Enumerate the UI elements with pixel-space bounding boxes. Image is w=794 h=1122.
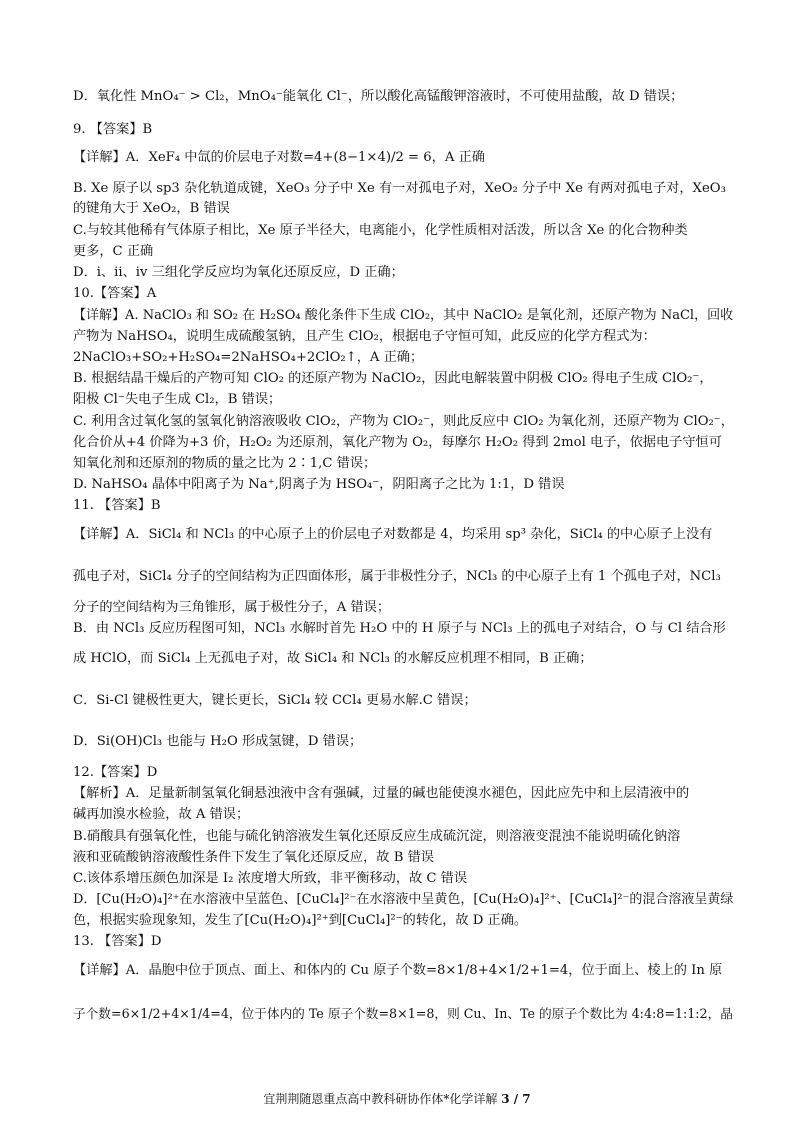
- text-line: 子个数=6×1/2+4×1/4=4，位于体内的 Te 原子个数=8×1=8，则 Cu、In、Te 的原子个数比为 4:4:8=1:1:2，晶: [73, 1006, 733, 1021]
- page-number: 3 / 7: [501, 1092, 531, 1106]
- text-line: D. NaHSO₄ 晶体中阳离子为 Na⁺,阴离子为 HSO₄⁻，阴阳离子之比为 1:1，D 错误: [73, 477, 565, 492]
- text-line: 分子的空间结构为三角锥形，属于极性分子，A 错误；: [73, 600, 391, 615]
- text-line: 13. 【答案】D: [73, 934, 162, 949]
- text-line: D．Si(OH)Cl₃ 也能与 H₂O 形成氢键，D 错误；: [73, 734, 363, 749]
- text-line: 成 HClO，而 SiCl₄ 上无孤电子对，故 SiCl₄ 和 NCl₃ 的水解反应机理不相同，B 正确；: [73, 651, 593, 666]
- text-line: 碱再加溴水检验，故 A 错误；: [73, 807, 250, 822]
- text-line: 12.【答案】D: [73, 765, 158, 780]
- text-line: 11. 【答案】B: [73, 498, 161, 513]
- text-line: 液和亚硫酸钠溶液酸性条件下发生了氧化还原反应，故 B 错误: [73, 850, 434, 865]
- footer-text: 宜荆荆随恩重点高中教科研协作体*化学详解: [263, 1092, 498, 1106]
- text-line: 【解析】A．足量新制氢氧化铜悬浊液中含有强碱，过量的碱也能使溴水褪色，因此应先中和上层清液中的: [73, 786, 690, 801]
- text-line: C.该体系增压颜色加深是 I₂ 浓度增大所致，非平衡移动，故 C 错误: [73, 871, 468, 886]
- page-footer: [0, 1090, 794, 1107]
- text-line: B.硝酸具有强氧化性，也能与硫化钠溶液发生氧化还原反应生成硫沉淀，则溶液变混浊不能说明硫化钠溶: [73, 829, 681, 844]
- text-line: 知氧化剂和还原剂的物质的量之比为 2∶1,C 错误；: [73, 456, 377, 471]
- text-line: 【详解】A．SiCl₄ 和 NCl₃ 的中心原子上的价层电子对数都是 4，均采用 sp³ 杂化，SiCl₄ 的中心原子上没有: [73, 527, 713, 542]
- text-line: 9. 【答案】B: [73, 122, 153, 137]
- text-line: 【详解】A．晶胞中位于顶点、面上、和体内的 Cu 原子个数=8×1/8+4×1/2+1=4，位于面上、棱上的 In 原: [73, 963, 723, 978]
- text-line: C．Si-Cl 键极性更大，键长更长，SiCl₄ 较 CCl₄ 更易水解.C 错误；: [73, 693, 477, 708]
- text-line: 2NaClO₃+SO₂+H₂SO₄=2NaHSO₄+2ClO₂↑，A 正确；: [73, 350, 424, 365]
- text-line: 的键角大于 XeO₂，B 错误: [73, 201, 230, 216]
- text-line: 【详解】A．XeF₄ 中氙的价层电子对数=4+(8−1×4)/2 = 6，A 正确: [73, 150, 485, 165]
- text-line: 产物为 NaHSO₄，说明生成硫酸氢钠，且产生 ClO₂，根据电子守恒可知，此反应的化学方程式为：: [73, 329, 656, 344]
- text-line: C. 利用含过氧化氢的氢氧化钠溶液吸收 ClO₂，产物为 ClO₂⁻，则此反应中 ClO₂ 为氧化剂，还原产物为 ClO₂⁻，: [73, 414, 734, 429]
- text-line: B．由 NCl₃ 反应历程图可知，NCl₃ 水解时首先 H₂O 中的 H 原子与 NCl₃ 上的孤电子对结合，O 与 Cl 结合形: [73, 621, 726, 636]
- text-line: 10.【答案】A: [73, 286, 157, 301]
- text-line: D．[Cu(H₂O)₄]²⁺在水溶液中呈蓝色、[CuCl₄]²⁻在水溶液中呈黄色，[Cu(H₂O)₄]²⁺、[CuCl₄]²⁻的混合溶液呈黄绿: [73, 892, 734, 907]
- text-line: D．i、ii、iv 三组化学反应均为氧化还原反应，D 正确；: [73, 265, 404, 280]
- text-line: 孤电子对，SiCl₄ 分子的空间结构为正四面体形，属于非极性分子，NCl₃ 的中心原子上有 1 个孤电子对，NCl₃: [73, 569, 721, 584]
- text-line: 阳极 Cl⁻失电子生成 Cl₂，B 错误；: [73, 392, 282, 407]
- text-line: 化合价从+4 价降为+3 价，H₂O₂ 为还原剂，氧化产物为 O₂，每摩尔 H₂O₂ 得到 2mol 电子，依据电子守恒可: [73, 435, 722, 450]
- text-line: 色，根据实验现象知，发生了[Cu(H₂O)₄]²⁺到[CuCl₄]²⁻的转化，故 D 正确。: [73, 913, 528, 928]
- text-line: B. 根据结晶干燥后的产物可知 ClO₂ 的还原产物为 NaClO₂，因此电解装置中阴极 ClO₂ 得电子生成 ClO₂⁻，: [73, 371, 713, 386]
- text-line: 更多，C 正确: [73, 244, 154, 259]
- text-line: B. Xe 原子以 sp3 杂化轨道成键，XeO₃ 分子中 Xe 有一对孤电子对，XeO₂ 分子中 Xe 有两对孤电子对，XeO₃: [73, 181, 726, 196]
- text-line: C.与较其他稀有气体原子相比，Xe 原子半径大，电离能小，化学性质相对活泼，所以含 Xe 的化合物种类: [73, 223, 688, 238]
- text-line: 【详解】A. NaClO₃ 和 SO₂ 在 H₂SO₄ 酸化条件下生成 ClO₂，其中 NaClO₂ 是氧化剂，还原产物为 NaCl，回收: [73, 308, 734, 323]
- text-line: D．氧化性 MnO₄⁻ > Cl₂，MnO₄⁻能氧化 Cl⁻，所以酸化高锰酸钾溶液时，不可使用盐酸，故 D 错误；: [73, 89, 684, 104]
